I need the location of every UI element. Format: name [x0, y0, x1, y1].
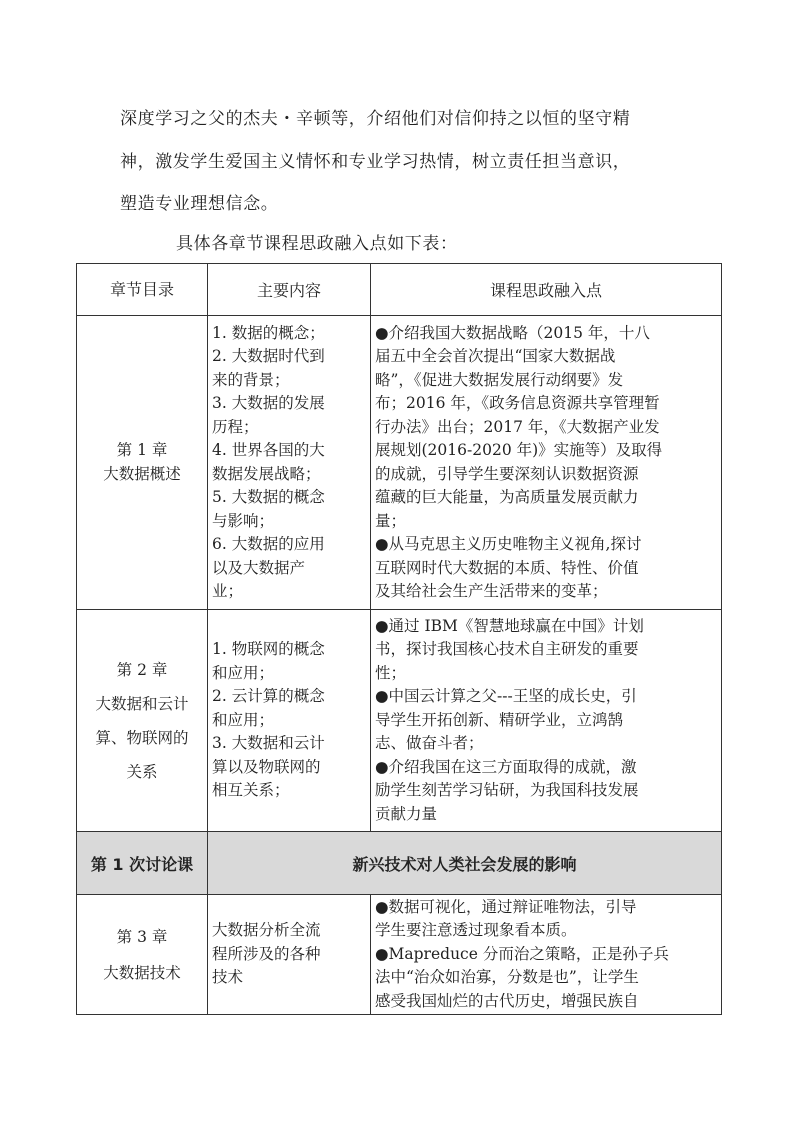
content-cell [208, 316, 371, 610]
cell-line: ●通过 IBM《智慧地球赢在中国》计划 [375, 616, 644, 635]
cell-line: 行办法》出台；2017 年，《大数据产业发 [375, 417, 660, 436]
paragraph-line: 深度学习之父的杰夫・辛顿等，介绍他们对信仰持之以恒的坚守精 [120, 109, 631, 129]
cell-line: 学生要注意透过现象看本质。 [375, 921, 577, 940]
cell-line: 和应用； [212, 710, 275, 729]
cell-line: 1. 物联网的概念 [212, 640, 325, 659]
header-chapter: 章节目录 [77, 264, 208, 316]
cell-line: 展规划(2016-2020 年)》实施等）及取得 [375, 441, 663, 459]
cell-line: 大数据概述 [103, 464, 181, 483]
cell-line: 法中“治众如治寡，分数是也”，让学生 [375, 968, 639, 987]
points-cell [371, 895, 722, 1015]
cell-line: 大数据分析全流 [212, 921, 321, 940]
discussion-topic: 新兴技术对人类社会发展的影响 [208, 832, 722, 895]
cell-line: 及其给社会生产生活带来的变革； [375, 582, 608, 600]
cell-line: 相互关系； [212, 781, 290, 800]
cell-line: 关系 [126, 762, 158, 781]
cell-line: 届五中全会首次提出“国家大数据战 [375, 347, 616, 365]
cell-line: 志、做奋斗者； [375, 734, 484, 753]
cell-line: 励学生刻苦学习钻研，为我国科技发展 [375, 781, 639, 800]
chapter-table [76, 263, 722, 1015]
header-points: 课程思政融入点 [371, 264, 722, 316]
cell-line: ●数据可视化，通过辩证唯物法，引导 [375, 897, 637, 916]
points-cell [371, 316, 722, 610]
cell-line: 2. 云计算的概念 [212, 687, 325, 706]
cell-line: 来的背景； [212, 370, 290, 389]
cell-line: 贡献力量 [375, 804, 438, 823]
cell-line: 性； [375, 663, 407, 682]
cell-line: 3. 大数据和云计 [212, 734, 325, 753]
cell-line: 3. 大数据的发展 [212, 394, 325, 412]
chapter-cell [77, 316, 208, 610]
cell-line: 大数据和云计 [95, 694, 189, 713]
cell-line: 蕴藏的巨大能量，为高质量发展贡献力 [375, 488, 639, 506]
cell-line: 书，探讨我国核心技术自主研发的重要 [375, 640, 639, 659]
cell-line: 4. 世界各国的大 [212, 441, 325, 459]
chapter-cell [77, 610, 208, 832]
points-cell [371, 610, 722, 832]
cell-line: 感受我国灿烂的古代历史，增强民族自 [375, 991, 639, 1010]
cell-line: 数据发展战略； [212, 464, 321, 483]
cell-line: 布；2016 年，《政务信息资源共享管理暂 [375, 394, 660, 412]
header-content: 主要内容 [208, 264, 371, 316]
cell-line: ●介绍我国在这三方面取得的成就，激 [375, 757, 637, 776]
cell-line: 大数据技术 [103, 963, 181, 982]
cell-line: 导学生开拓创新、精研学业，立鸿鹄 [375, 710, 624, 729]
paragraph-line: 神，激发学生爱国主义情怀和专业学习热情，树立责任担当意识， [120, 152, 631, 172]
cell-line: 第 2 章 [116, 660, 168, 679]
paragraph-line: 塑造专业理想信念。 [120, 194, 279, 214]
cell-line: 第 3 章 [116, 927, 168, 946]
table-intro: 具体各章节课程思政融入点如下表： [176, 234, 458, 254]
cell-line: 2. 大数据时代到 [212, 347, 325, 365]
cell-line: 的成就，引导学生要深刻认识数据资源 [375, 464, 639, 483]
cell-line: 和应用； [212, 663, 275, 682]
cell-line: 业； [212, 582, 244, 600]
table-header-row [77, 264, 722, 316]
cell-line: ●Mapreduce 分而治之策略，正是孙子兵 [375, 944, 669, 963]
content-cell [208, 895, 371, 1015]
table-row [77, 316, 722, 610]
table-row [77, 610, 722, 832]
cell-line: 互联网时代大数据的本质、特性、价值 [375, 558, 639, 577]
cell-line: 历程； [212, 417, 259, 436]
cell-line: 5. 大数据的概念 [212, 488, 325, 506]
cell-line: ●介绍我国大数据战略（2015 年，十八 [375, 323, 650, 342]
cell-line: ●从马克思主义历史唯物主义视角,探讨 [375, 535, 642, 553]
cell-line: 与影响； [212, 511, 275, 530]
content-cell [208, 610, 371, 832]
cell-line: 技术 [212, 968, 244, 987]
table-row [77, 895, 722, 1015]
discussion-row [77, 832, 722, 895]
cell-line: ●中国云计算之父---王坚的成长史，引 [375, 687, 637, 706]
cell-line: 量； [375, 511, 407, 530]
cell-line: 第 1 章 [116, 441, 168, 459]
cell-line: 算、物联网的 [95, 728, 189, 747]
cell-line: 6. 大数据的应用 [212, 535, 325, 553]
cell-line: 算以及物联网的 [212, 757, 321, 776]
cell-line: 略”，《促进大数据发展行动纲要》发 [375, 370, 624, 389]
cell-line: 以及大数据产 [212, 558, 306, 577]
discussion-label: 第 1 次讨论课 [77, 832, 208, 895]
cell-line: 1. 数据的概念； [212, 323, 325, 342]
cell-line: 程所涉及的各种 [212, 944, 321, 963]
chapter-cell [77, 895, 208, 1015]
